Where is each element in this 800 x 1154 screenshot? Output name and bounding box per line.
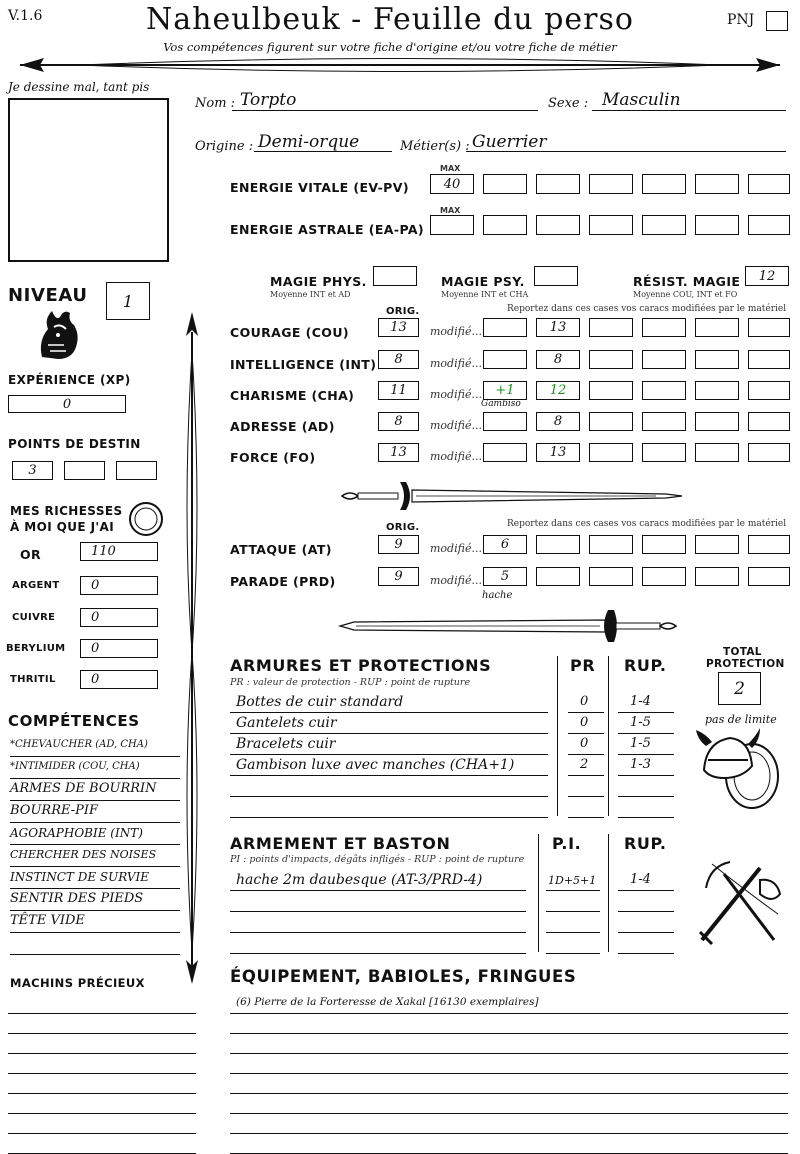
stat-label-ad: ADRESSE (AD) bbox=[230, 419, 335, 434]
argent-box[interactable] bbox=[80, 576, 158, 595]
pnj-checkbox[interactable] bbox=[766, 11, 788, 31]
sword-icon bbox=[336, 478, 686, 514]
armure-name: Bottes de cuir standard bbox=[236, 694, 404, 710]
armure-row[interactable] bbox=[230, 755, 680, 776]
stat-mod-int-value bbox=[484, 351, 526, 368]
armure-name: Gantelets cuir bbox=[236, 715, 337, 731]
resist-magie-note: Moyenne COU, INT et FO bbox=[633, 290, 738, 299]
niveau-value: 1 bbox=[122, 291, 134, 311]
armure-row[interactable] bbox=[230, 713, 680, 734]
stat-c1-ad-value: 8 bbox=[553, 414, 563, 429]
precieux-label: MACHINS PRÉCIEUX bbox=[10, 976, 145, 990]
arme-pi: 1D+5+1 bbox=[548, 874, 597, 887]
origine-label: Origine : bbox=[195, 139, 254, 154]
magie-phys-box[interactable] bbox=[373, 266, 417, 286]
total-protection-box[interactable] bbox=[718, 672, 761, 705]
ea-box-1[interactable] bbox=[483, 215, 527, 235]
equipement-title: ÉQUIPEMENT, BABIOLES, FRINGUES bbox=[230, 967, 577, 986]
total-protection-note: pas de limite bbox=[705, 713, 777, 726]
equipement-item[interactable] bbox=[230, 1094, 788, 1114]
competence-item[interactable]: TÊTE VIDE bbox=[10, 911, 180, 933]
magie-psy-value bbox=[535, 267, 577, 285]
armure-rup: 1-5 bbox=[630, 736, 651, 751]
stat-c5-ad[interactable] bbox=[748, 412, 790, 431]
destin-box-2[interactable] bbox=[64, 461, 105, 480]
stat-c5-int[interactable] bbox=[748, 350, 790, 369]
armement-title: ARMEMENT ET BASTON bbox=[230, 834, 451, 853]
stat-c3-ad[interactable] bbox=[642, 412, 686, 431]
competence-item[interactable]: INSTINCT DE SURVIE bbox=[10, 867, 180, 889]
niveau-box[interactable] bbox=[106, 282, 150, 320]
or-label: OR bbox=[20, 547, 42, 562]
armement-note: PI : points d'impacts, dégâts infligés - RUP : point de rupture bbox=[230, 854, 525, 865]
stats-orig-label: ORIG. bbox=[386, 306, 420, 317]
armure-pr: 0 bbox=[580, 715, 589, 730]
stat-orig-int-value: 8 bbox=[394, 352, 403, 367]
ev-max-value: 40 bbox=[443, 176, 461, 192]
stat-mod-cou-value bbox=[484, 319, 526, 336]
stat-c4-ad[interactable] bbox=[695, 412, 739, 431]
armement-table bbox=[230, 870, 680, 954]
combat-orig-at[interactable] bbox=[378, 535, 419, 554]
armures-title: ARMURES ET PROTECTIONS bbox=[230, 656, 492, 675]
modifie-label: modifié... bbox=[430, 574, 482, 587]
competence-item[interactable]: *CHEVAUCHER (AD, CHA) bbox=[10, 735, 180, 757]
combat-c4-prd[interactable] bbox=[695, 567, 739, 586]
magie-phys-note: Moyenne INT et AD bbox=[270, 290, 351, 299]
combat-mod-prd-note: hache bbox=[482, 590, 513, 601]
armure-pr: 0 bbox=[580, 694, 589, 709]
stat-c1-cou-value: 13 bbox=[549, 320, 567, 335]
combat-mod-prd[interactable] bbox=[483, 567, 527, 586]
equipement-list bbox=[230, 994, 788, 1154]
arme-row[interactable] bbox=[230, 870, 680, 891]
stat-mod-cha[interactable] bbox=[483, 381, 527, 400]
armures-table bbox=[230, 692, 680, 818]
helmet-shield-icon bbox=[694, 726, 784, 812]
total-protection-label-2: PROTECTION bbox=[706, 658, 785, 670]
metier-value[interactable]: Guerrier bbox=[472, 132, 547, 152]
ea-box-5[interactable] bbox=[695, 215, 739, 235]
armure-pr: 2 bbox=[580, 757, 589, 772]
ea-max-box[interactable] bbox=[430, 215, 474, 235]
armures-col-rup: RUP. bbox=[624, 656, 667, 675]
stat-c2-cou[interactable] bbox=[589, 318, 633, 337]
equipement-item[interactable] bbox=[230, 1054, 788, 1074]
equipement-item[interactable] bbox=[230, 994, 788, 1014]
berylium-value: 0 bbox=[91, 641, 100, 656]
destin-box-1[interactable] bbox=[12, 461, 53, 480]
thritil-label: THRITIL bbox=[10, 674, 56, 685]
destin-box-3[interactable] bbox=[116, 461, 157, 480]
nom-label: Nom : bbox=[195, 96, 236, 111]
magie-psy-note: Moyenne INT et CHA bbox=[441, 290, 529, 299]
arme-row[interactable] bbox=[230, 933, 680, 954]
combat-orig-at-value: 9 bbox=[394, 537, 403, 552]
competence-item[interactable]: BOURRE-PIF bbox=[10, 801, 180, 823]
stat-c5-fo[interactable] bbox=[748, 443, 790, 462]
stat-c5-cha[interactable] bbox=[748, 381, 790, 400]
combat-label-at: ATTAQUE (AT) bbox=[230, 542, 332, 557]
stat-label-int: INTELLIGENCE (INT) bbox=[230, 357, 377, 372]
modifie-label: modifié... bbox=[430, 542, 482, 555]
stat-mod-cou[interactable] bbox=[483, 318, 527, 337]
stat-c1-cha-value: 12 bbox=[549, 383, 567, 398]
modifie-label: modifié... bbox=[430, 325, 482, 338]
origine-value[interactable]: Demi-orque bbox=[258, 132, 360, 152]
combat-c5-prd[interactable] bbox=[748, 567, 790, 586]
berylium-label: BERYLIUM bbox=[6, 643, 66, 654]
combat-c1-at[interactable] bbox=[536, 535, 580, 554]
ev-box-5[interactable] bbox=[695, 174, 739, 194]
magie-psy-label: MAGIE PSY. bbox=[441, 274, 525, 289]
spear-divider-icon bbox=[0, 52, 800, 78]
armure-name: Gambison luxe avec manches (CHA+1) bbox=[236, 757, 515, 773]
modifie-label: modifié... bbox=[430, 419, 482, 432]
stat-orig-cha-value: 11 bbox=[390, 383, 407, 398]
ev-label: ENERGIE VITALE (EV-PV) bbox=[230, 180, 409, 195]
combat-report-note: Reportez dans ces cases vos caracs modifiées par le matériel bbox=[507, 519, 787, 529]
argent-value: 0 bbox=[91, 578, 100, 593]
destin-value-1: 3 bbox=[28, 463, 37, 478]
modifie-label: modifié... bbox=[430, 357, 482, 370]
stat-orig-ad[interactable] bbox=[378, 412, 419, 431]
arme-row[interactable] bbox=[230, 912, 680, 933]
combat-c3-prd[interactable] bbox=[642, 567, 686, 586]
combat-mod-at-value: 6 bbox=[500, 537, 510, 552]
stat-orig-fo-value: 13 bbox=[390, 445, 407, 460]
armement-col-rup: RUP. bbox=[624, 834, 667, 853]
equipement-item-text: (6) Pierre de la Forteresse de Xakal [16130 exemplaires] bbox=[236, 996, 539, 1008]
page-subtitle: Vos compétences figurent sur votre fiche d'origine et/ou votre fiche de métier bbox=[163, 40, 617, 54]
equipement-item[interactable] bbox=[230, 1034, 788, 1054]
berylium-box[interactable] bbox=[80, 639, 158, 658]
cuivre-value: 0 bbox=[91, 610, 100, 625]
precieux-lines[interactable] bbox=[8, 994, 196, 1154]
xp-label: EXPÉRIENCE (XP) bbox=[8, 373, 131, 387]
stat-mod-fo-value bbox=[484, 444, 526, 461]
competences-label: COMPÉTENCES bbox=[8, 712, 140, 730]
pnj-label: PNJ bbox=[727, 12, 755, 28]
or-value: 110 bbox=[91, 544, 116, 559]
xp-box[interactable] bbox=[8, 395, 126, 413]
portrait-caption: Je dessine mal, tant pis bbox=[8, 80, 150, 94]
stat-label-cou: COURAGE (COU) bbox=[230, 325, 349, 340]
stat-c4-cou[interactable] bbox=[695, 318, 739, 337]
page-title: Naheulbeuk - Feuille du perso bbox=[146, 2, 634, 37]
competence-item[interactable]: *INTIMIDER (COU, CHA) bbox=[10, 757, 180, 779]
combat-orig-label: ORIG. bbox=[386, 522, 420, 533]
thritil-value: 0 bbox=[91, 672, 100, 687]
stat-orig-ad-value: 8 bbox=[394, 414, 403, 429]
ea-box-4[interactable] bbox=[642, 215, 686, 235]
combat-c2-at[interactable] bbox=[589, 535, 633, 554]
ea-max-value bbox=[431, 216, 473, 234]
destin-value-3 bbox=[117, 462, 156, 479]
nom-value[interactable]: Torpto bbox=[240, 90, 297, 110]
coin-icon bbox=[128, 501, 164, 537]
sexe-label: Sexe : bbox=[548, 96, 589, 111]
competence-item[interactable]: CHERCHER DES NOISES bbox=[10, 845, 180, 867]
ea-max-label: MAX bbox=[440, 206, 461, 215]
stat-mod-fo[interactable] bbox=[483, 443, 527, 462]
equipement-item[interactable] bbox=[230, 1074, 788, 1094]
competence-item[interactable]: SENTIR DES PIEDS bbox=[10, 889, 180, 911]
dragon-emblem-icon bbox=[34, 305, 84, 363]
ev-box-2[interactable] bbox=[536, 174, 580, 194]
stat-orig-cou-value: 13 bbox=[390, 320, 407, 335]
armure-row[interactable] bbox=[230, 797, 680, 818]
richesses-label-2: À MOI QUE J'AI bbox=[10, 520, 115, 534]
vertical-spear-icon bbox=[180, 312, 204, 984]
combat-c1-prd[interactable] bbox=[536, 567, 580, 586]
armement-col-pi: P.I. bbox=[552, 834, 582, 853]
xp-value: 0 bbox=[62, 396, 72, 412]
armure-row[interactable] bbox=[230, 692, 680, 713]
destin-label: POINTS DE DESTIN bbox=[8, 437, 141, 451]
stat-c1-int-value: 8 bbox=[553, 352, 563, 367]
stat-c3-int[interactable] bbox=[642, 350, 686, 369]
stat-c1-int[interactable] bbox=[536, 350, 580, 369]
stat-c4-int[interactable] bbox=[695, 350, 739, 369]
cuivre-label: CUIVRE bbox=[12, 612, 56, 623]
stat-mod-cha-value: +1 bbox=[495, 383, 515, 398]
ev-max-box[interactable] bbox=[430, 174, 474, 194]
total-protection-value: 2 bbox=[734, 678, 745, 699]
stat-c5-cou[interactable] bbox=[748, 318, 790, 337]
stat-orig-fo[interactable] bbox=[378, 443, 419, 462]
equipement-item[interactable] bbox=[230, 1014, 788, 1034]
weapons-icon bbox=[690, 854, 786, 950]
competences-list bbox=[10, 735, 180, 955]
stat-c2-fo[interactable] bbox=[589, 443, 633, 462]
destin-value-2 bbox=[65, 462, 104, 479]
niveau-label: NIVEAU bbox=[8, 285, 88, 306]
ea-box-6[interactable] bbox=[748, 215, 790, 235]
ea-box-3[interactable] bbox=[589, 215, 633, 235]
ea-box-2[interactable] bbox=[536, 215, 580, 235]
stat-label-fo: FORCE (FO) bbox=[230, 450, 316, 465]
sword-icon bbox=[336, 608, 682, 644]
equipement-item[interactable] bbox=[230, 1134, 788, 1154]
version-label: V.1.6 bbox=[8, 8, 43, 24]
armure-row[interactable] bbox=[230, 776, 680, 797]
stat-mod-ad-value bbox=[484, 413, 526, 430]
armure-name: Bracelets cuir bbox=[236, 736, 336, 752]
combat-c5-at[interactable] bbox=[748, 535, 790, 554]
total-protection-label-1: TOTAL bbox=[723, 646, 762, 658]
metier-label: Métier(s) : bbox=[400, 139, 470, 154]
stat-orig-int[interactable] bbox=[378, 350, 419, 369]
sexe-line bbox=[592, 110, 786, 111]
combat-c2-prd[interactable] bbox=[589, 567, 633, 586]
competence-item[interactable] bbox=[10, 933, 180, 955]
stats-report-note: Reportez dans ces cases vos caracs modifiées par le matériel bbox=[507, 304, 787, 314]
competence-item[interactable]: AGORAPHOBIE (INT) bbox=[10, 823, 180, 845]
armure-rup: 1-3 bbox=[630, 757, 651, 772]
stat-c2-ad[interactable] bbox=[589, 412, 633, 431]
arme-rup: 1-4 bbox=[630, 872, 651, 887]
stat-c2-int[interactable] bbox=[589, 350, 633, 369]
stat-c1-fo-value: 13 bbox=[549, 445, 567, 460]
armure-pr: 0 bbox=[580, 736, 589, 751]
sexe-value[interactable]: Masculin bbox=[602, 90, 681, 110]
resist-magie-value: 12 bbox=[758, 268, 776, 284]
resist-magie-label: RÉSIST. MAGIE bbox=[633, 274, 741, 289]
richesses-label-1: MES RICHESSES bbox=[10, 504, 123, 518]
nom-line bbox=[232, 110, 538, 111]
competence-item[interactable]: ARMES DE BOURRIN bbox=[10, 779, 180, 801]
cuivre-box[interactable] bbox=[80, 608, 158, 627]
stat-c4-fo[interactable] bbox=[695, 443, 739, 462]
argent-label: ARGENT bbox=[12, 580, 60, 591]
stat-c1-fo[interactable] bbox=[536, 443, 580, 462]
portrait-box[interactable] bbox=[8, 98, 169, 262]
armure-rup: 1-5 bbox=[630, 715, 651, 730]
stat-c1-cha[interactable] bbox=[536, 381, 580, 400]
ev-box-4[interactable] bbox=[642, 174, 686, 194]
combat-orig-prd-value: 9 bbox=[394, 569, 403, 584]
or-box[interactable] bbox=[80, 542, 158, 561]
resist-magie-box[interactable] bbox=[745, 266, 789, 286]
ev-max-label: MAX bbox=[440, 164, 461, 173]
stat-mod-int[interactable] bbox=[483, 350, 527, 369]
stat-c1-cou[interactable] bbox=[536, 318, 580, 337]
arme-name: hache 2m daubesque (AT-3/PRD-4) bbox=[236, 872, 483, 888]
armures-col-pr: PR bbox=[570, 656, 596, 675]
magie-phys-value bbox=[374, 267, 416, 285]
stat-c3-cou[interactable] bbox=[642, 318, 686, 337]
combat-c4-at[interactable] bbox=[695, 535, 739, 554]
modifie-label: modifié... bbox=[430, 388, 482, 401]
combat-mod-prd-value: 5 bbox=[500, 569, 510, 584]
ea-label: ENERGIE ASTRALE (EA-PA) bbox=[230, 222, 425, 237]
stat-c3-cha[interactable] bbox=[642, 381, 686, 400]
stat-c1-ad[interactable] bbox=[536, 412, 580, 431]
combat-c3-at[interactable] bbox=[642, 535, 686, 554]
thritil-box[interactable] bbox=[80, 670, 158, 689]
stat-mod-ad[interactable] bbox=[483, 412, 527, 431]
ev-box-3[interactable] bbox=[589, 174, 633, 194]
stat-orig-cha[interactable] bbox=[378, 381, 419, 400]
stat-c4-cha[interactable] bbox=[695, 381, 739, 400]
combat-label-prd: PARADE (PRD) bbox=[230, 574, 336, 589]
stat-c3-fo[interactable] bbox=[642, 443, 686, 462]
stat-c2-cha[interactable] bbox=[589, 381, 633, 400]
magie-psy-box[interactable] bbox=[534, 266, 578, 286]
stat-label-cha: CHARISME (CHA) bbox=[230, 388, 355, 403]
ev-box-6[interactable] bbox=[748, 174, 790, 194]
equipement-item[interactable] bbox=[230, 1114, 788, 1134]
combat-orig-prd[interactable] bbox=[378, 567, 419, 586]
arme-row[interactable] bbox=[230, 891, 680, 912]
armure-row[interactable] bbox=[230, 734, 680, 755]
stat-mod-cha-note: Gambiso bbox=[481, 399, 521, 409]
stat-orig-cou[interactable] bbox=[378, 318, 419, 337]
magie-phys-label: MAGIE PHYS. bbox=[270, 274, 367, 289]
armure-rup: 1-4 bbox=[630, 694, 651, 709]
armures-note: PR : valeur de protection - RUP : point de rupture bbox=[230, 677, 471, 688]
combat-mod-at[interactable] bbox=[483, 535, 527, 554]
modifie-label: modifié... bbox=[430, 450, 482, 463]
ev-box-1[interactable] bbox=[483, 174, 527, 194]
